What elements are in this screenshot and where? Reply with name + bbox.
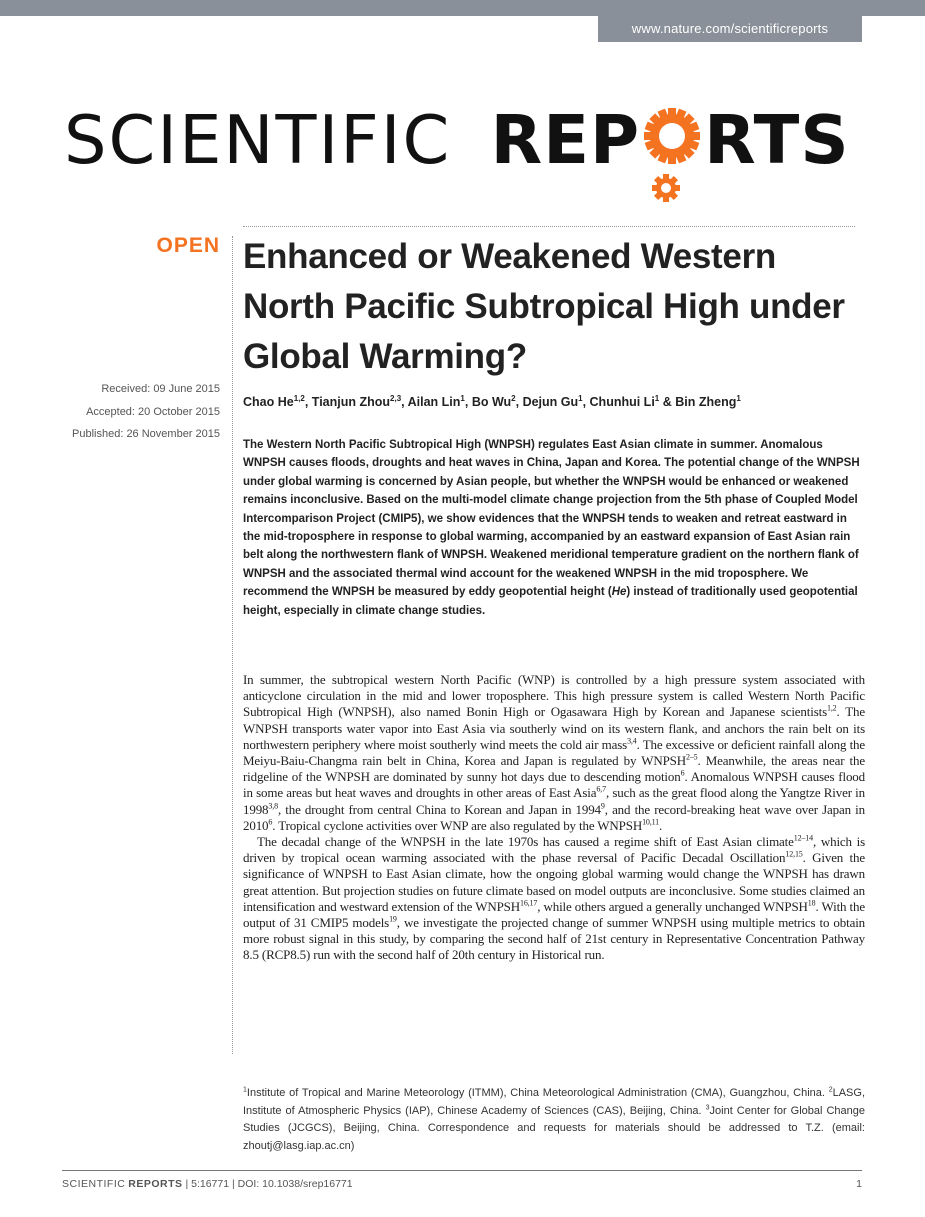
body-text [243,672,865,964]
author-affiliation-ref: 1,2 [293,393,305,403]
citation-ref[interactable]: 12,15 [785,849,803,859]
journal-masthead [64,100,850,180]
citation-ref[interactable]: 18 [807,898,816,908]
text-segment: , such as the great flood along the Yangtze River in 1998 [243,785,865,817]
author-affiliation-ref: 1 [460,393,465,403]
text-segment: , which is driven by tropical ocean warming associated with the phase reversal of Pacific Decadal Oscillation [243,834,865,866]
citation-ref[interactable]: 6,7 [596,785,606,795]
received-date: Received: 09 June 2015 [101,383,220,395]
text-segment: The decadal change of the WNPSH in the late 1970s has caused a regime shift of East Asian climate [257,834,794,850]
affiliation-text: Joint Center for Global Change Studies (JCGCS), Beijing, China. Correspondence and requests for materials should be addressed to T.Z. (email: zhoutj@lasg.iap.ac.cn) [243,1104,865,1152]
affiliation-text: Institute of Tropical and Marine Meteorology (ITMM), China Meteorological Administration (CMA), Guangzhou, China. [246,1087,829,1099]
citation-ref[interactable]: 9 [600,801,605,811]
author-affiliation-ref: 1 [736,393,741,403]
text-segment: . The excessive or deficient rainfall along the Meiyu-Baiu-Changma rain belt in China, Korea and Japan is regulated by WNPSH [243,736,866,769]
text-segment: . Anomalous WNPSH causes flood in some areas but heat waves and droughts in other areas of East Asia [243,769,865,801]
author-affiliation-ref: 2 [511,393,516,403]
citation-ref[interactable]: 3,4 [627,736,637,746]
author-list [243,395,863,409]
author-name[interactable]: Chao He [243,395,294,409]
citation-ref[interactable]: 16,17 [519,898,538,908]
masthead-scientific: SCIENTIFIC [64,101,452,179]
author-separator: , [582,395,590,409]
text-segment: In summer, the subtropical western North Pacific (WNP) is controlled by a high pressure system associated with anticyclone circulation in the mid and lower troposphere. This high pressure system is called Western North Pacific Subtropical High (WNPSH), also named Bonin High or Ogasawara High by Korean and Japanese scientists [243,672,865,720]
affiliation-number: 3 [705,1103,710,1111]
author-separator: , [401,395,408,409]
masthead-rts: RTS [704,101,850,179]
footer [62,1178,862,1190]
author-separator: , [515,395,523,409]
open-access-badge: OPEN [156,234,220,257]
text-segment: , while others argued a generally unchanged WNPSH [537,898,808,914]
text-segment: , the drought from central China to Korean and Japan in 1994 [277,801,601,817]
text-segment: . With the output of 31 CMIP5 models [243,898,865,931]
author-name[interactable]: Tianjun Zhou [311,395,391,409]
author-name[interactable]: Ailan Lin [407,395,461,409]
abstract [243,436,865,620]
paragraph-2 [243,834,865,964]
affiliation-number: 1 [243,1086,247,1094]
top-bar [0,0,925,16]
accepted-date: Accepted: 20 October 2015 [86,405,220,418]
footer-citation: | 5:16771 | DOI: 10.1038/srep16771 [185,1178,353,1190]
text-segment: . Meanwhile, the areas near the ridgeline of the WNPSH are dominated by sunny hot days due to descending motion [243,753,865,785]
page-number: 1 [856,1178,862,1190]
author-affiliation-ref: 1 [578,393,583,403]
footer-journal-light: SCIENTIFIC [62,1178,126,1190]
text-segment: . Given the significance of WNPSH to East Asian climate, how the ongoing global warming would change the WNPSH has drawn great attention. But projection studies on future climate based on model outputs are inconclusive. Some studies claimed an intensification and westward extension of the WNPSH [243,850,865,914]
citation-ref[interactable]: 1,2 [826,704,837,714]
citation-ref[interactable]: 19 [389,914,397,924]
divider-top [243,226,855,227]
abstract-emphasis: He [611,586,627,599]
paragraph-1 [243,672,865,834]
text-segment: . The WNPSH transports water vapor into East Asia via southerly wind on its western flank, and anchors the rain belt on its northwestern periphery where moist southerly wind meets the cold air mass [243,704,865,752]
citation-ref[interactable]: 6 [680,768,685,778]
text-segment: . [659,817,663,833]
affiliation-text: LASG, Institute of Atmospheric Physics (IAP), Chinese Academy of Sciences (CAS), Beijing, China. [243,1087,865,1117]
journal-url[interactable]: www.nature.com/scientificreports [598,16,862,42]
author-separator: , [304,395,312,409]
footer-journal-bold: REPORTS [128,1178,183,1190]
divider-left [232,236,233,1054]
citation-ref[interactable]: 2–5 [685,752,698,762]
author-name[interactable]: Bo Wu [471,395,512,409]
author-affiliation-ref: 2,3 [390,393,402,403]
footer-rule [62,1170,862,1171]
gear-logo-icon [642,104,702,174]
abstract-text-b: ) instead of traditionally used geopotential height, especially in climate change studies. [243,586,858,617]
author-name[interactable]: Bin Zheng [675,395,737,409]
published-date: Published: 26 November 2015 [72,428,220,440]
citation-ref[interactable]: 10,11 [642,817,660,827]
author-name[interactable]: Dejun Gu [522,395,579,409]
affiliation-number: 2 [828,1086,833,1094]
affiliations [243,1085,865,1155]
author-separator: & [659,395,676,409]
abstract-text-a: The Western North Pacific Subtropical High (WNPSH) regulates East Asian climate in summer. Anomalous WNPSH causes floods, droughts and heat waves in China, Japan and Korea. The potential change of the WNPSH under global warming is concerned by Asian people, but whether the WNPSH would be enhanced or weakened remains inconclusive. Based on the multi-model climate change projection from the 5th phase of Coupled Model Intercomparison Project (CMIP5), we show evidences that the WNPSH tends to weaken and retreat eastward in the mid-troposphere in response to global warming, accompanied by an eastward expansion of East Asian rain belt along the northwestern flank of WNPSH. Weakened meridional temperature gradient on the northern flank of WNPSH and the associated thermal wind account for the weakened WNPSH in the mid troposphere. We recommend the WNPSH be measured by eddy geopotential height ( [243,439,860,599]
author-affiliation-ref: 1 [654,393,660,403]
author-name[interactable]: Chunhui Li [589,395,655,409]
text-segment: , and the record-breaking heat wave over Japan in 2010 [243,801,865,833]
citation-ref[interactable]: 6 [268,817,273,827]
citation-ref[interactable]: 3,8 [268,801,278,811]
article-dates [40,378,220,446]
author-separator: , [464,395,472,409]
article-title: Enhanced or Weakened Western North Pacific Subtropical High under Global Warming? [243,237,845,376]
citation-ref[interactable]: 12–14 [793,833,814,843]
text-segment: . Tropical cyclone activities over WNP are also regulated by the WNPSH [272,817,643,833]
text-segment: , we investigate the projected change of summer WNPSH using multiple metrics to obtain more robust signal in this study, by comparing the second half of 21st century in Representative Concentration Pathway 8.5 (RCP8.5) run with the second half of 20th century in Historical run. [243,915,865,963]
masthead-rep: REP [490,101,641,179]
